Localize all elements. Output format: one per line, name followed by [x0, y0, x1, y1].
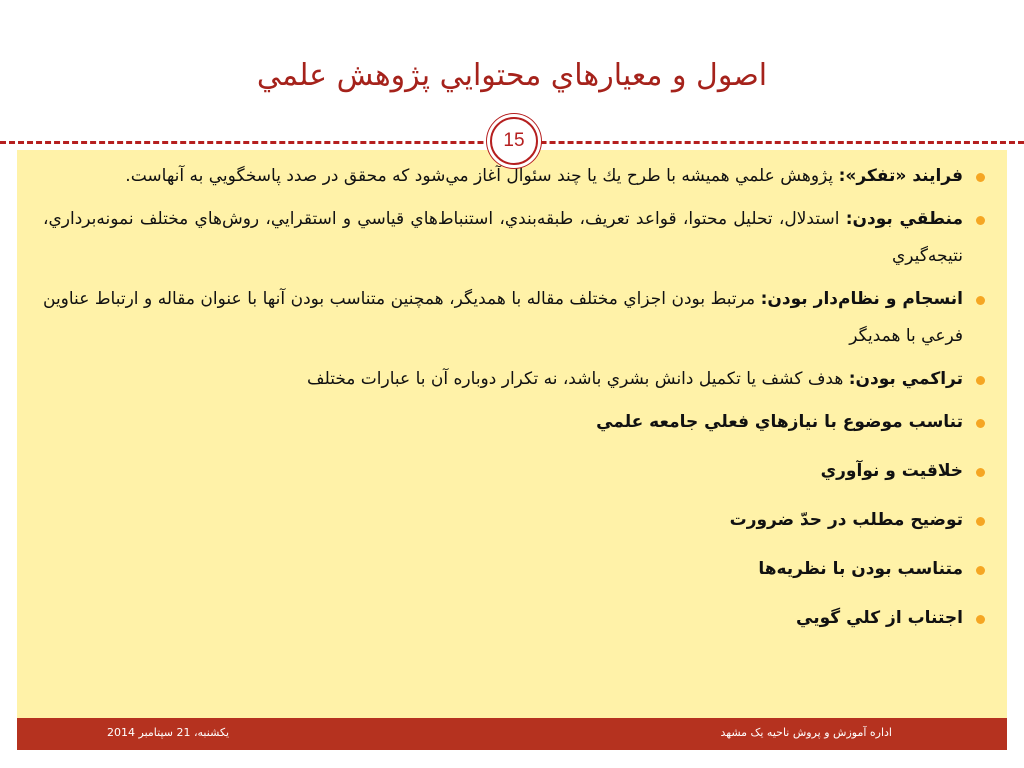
bullet-dot-icon [976, 376, 985, 385]
bullet-heading: توضيح مطلب در حدّ ضرورت [729, 510, 963, 530]
bullet-dot-icon [976, 468, 985, 477]
bullet-dot-icon [976, 419, 985, 428]
slide-number-badge: 15 [490, 117, 538, 165]
bullet-list [43, 158, 985, 637]
bullet-dot-icon [976, 615, 985, 624]
bullet-item [43, 551, 985, 588]
bullet-text: هدف كشف يا تكميل دانش بشري باشد، نه تكرار دوباره آن با عبارات مختلف [306, 369, 849, 389]
bullet-heading: خلاقيت و نوآوري [820, 461, 963, 481]
bullet-dot-icon [976, 216, 985, 225]
bullet-heading: انسجام و نظام‌دار بودن: [760, 289, 964, 309]
bullet-heading: فرايند «تفكر»: [838, 166, 963, 186]
bullet-heading: اجتناب از كلي گويي [796, 608, 963, 628]
bullet-dot-icon [976, 566, 985, 575]
bullet-heading: منطقي بودن: [845, 209, 963, 229]
slide-title: اصول و معيارهاي محتوايي پژوهش علمي [256, 58, 768, 93]
bullet-text: پژوهش علمي هميشه با طرح يك يا چند سئوال آغاز مي‌شود كه محقق در صدد پاسخگويي به آنهاست. [125, 166, 839, 186]
bullet-item [43, 600, 985, 637]
footer-organization: اداره آموزش و پروش ناحیه یک مشهد [720, 726, 892, 739]
bullet-dot-icon [976, 296, 985, 305]
bullet-text: مرتبط بودن اجزاي مختلف مقاله با همديگر، همچنين متناسب بودن آنها با عنوان مقاله و ارتباط عناوين فرعي با همديگر [43, 289, 963, 346]
footer-date: يكشنبه، 21 سپتامبر 2014 [107, 726, 230, 739]
bullet-item [43, 281, 985, 355]
bullet-text: استدلال، تحليل محتوا، قواعد تعريف، طبقه‌بندي، استنباط‌هاي قياسي و استقرايي، روش‌هاي مختلف نمونه‌برداري، نتيجه‌گيري [43, 209, 963, 266]
bullet-item [43, 502, 985, 539]
bullet-item [43, 404, 985, 441]
bullet-heading: متناسب بودن با نظريه‌ها [758, 559, 963, 579]
bullet-dot-icon [976, 517, 985, 526]
bullet-heading: تناسب موضوع با نيازهاي فعلي جامعه علمي [596, 412, 963, 432]
bullet-item [43, 361, 985, 398]
bullet-heading: تراكمي بودن: [848, 369, 963, 389]
content-box [17, 150, 1007, 718]
bullet-item [43, 201, 985, 275]
footer-bar [17, 718, 1007, 750]
bullet-dot-icon [976, 173, 985, 182]
bullet-item [43, 453, 985, 490]
